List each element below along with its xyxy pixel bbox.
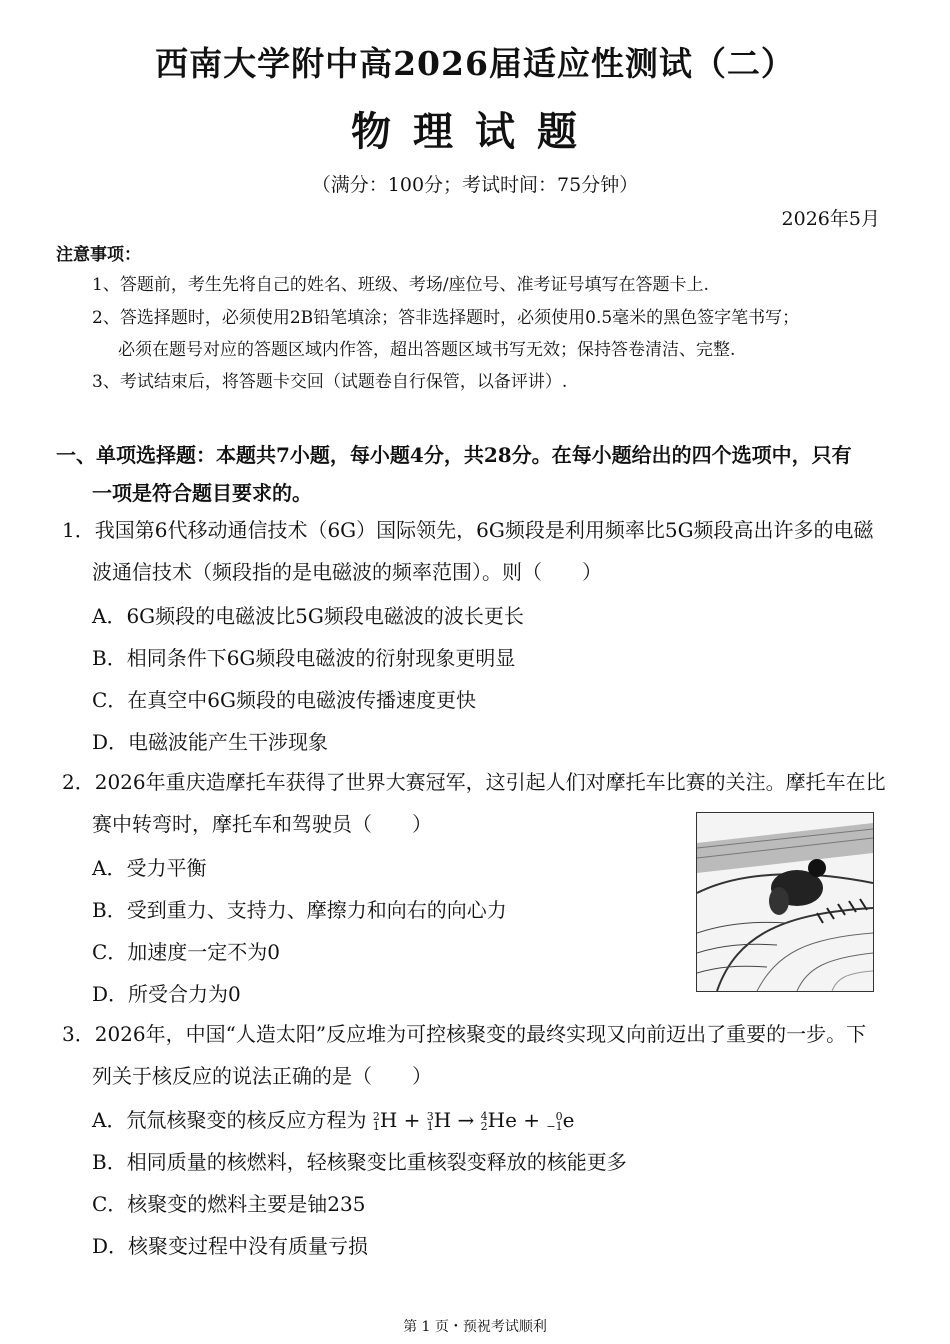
question-2-stem-cont: 赛中转弯时，摩托车和驾驶员（ ） bbox=[92, 812, 432, 836]
question-1-option-d: D．电磁波能产生干涉现象 bbox=[92, 730, 329, 754]
question-1-option-b: B．相同条件下6G频段电磁波的衍射现象更明显 bbox=[92, 646, 516, 670]
question-1-option-c: C．在真空中6G频段的电磁波传播速度更快 bbox=[92, 688, 477, 712]
question-1-stem: 1．我国第6代移动通信技术（6G）国际领先，6G频段是利用频率比5G频段高出许多的电磁 bbox=[62, 518, 874, 542]
subject-title: 物理试题 bbox=[351, 108, 599, 155]
question-2-stem: 2．2026年重庆造摩托车获得了世界大赛冠军，这引起人们对摩托车比赛的关注。摩托车在比 bbox=[62, 770, 886, 794]
notice-item: 2、答选择题时，必须使用2B铅笔填涂；答非选择题时，必须使用0.5毫米的黑色签字笔书写； bbox=[92, 308, 800, 328]
question-3-stem: 3．2026年，中国“人造太阳”反应堆为可控核聚变的最终实现又向前迈出了重要的一步。下 bbox=[62, 1022, 867, 1046]
question-3-option-c: C．核聚变的燃料主要是铀235 bbox=[92, 1192, 366, 1216]
question-2-option-b: B．受到重力、支持力、摩擦力和向右的向心力 bbox=[92, 898, 507, 922]
motorcycle-illustration bbox=[696, 812, 874, 992]
question-1-stem-cont: 波通信技术（频段指的是电磁波的频率范围）。则（ ） bbox=[92, 560, 602, 584]
question-2-option-d: D．所受合力为0 bbox=[92, 982, 241, 1006]
question-2-option-a: A．受力平衡 bbox=[92, 856, 207, 880]
question-3-option-b: B．相同质量的核燃料，轻核聚变比重核裂变释放的核能更多 bbox=[92, 1150, 627, 1174]
exam-date: 2026年5月 bbox=[781, 208, 880, 230]
notice-item: 1、答题前，考生先将自己的姓名、班级、考场/座位号、准考证号填写在答题卡上. bbox=[92, 275, 709, 295]
exam-title: 西南大学附中高2026届适应性测试（二） bbox=[155, 44, 795, 83]
section-heading-cont: 一项是符合题目要求的。 bbox=[92, 481, 312, 505]
motorcycle-drawing bbox=[697, 813, 873, 991]
exam-meta: （满分：100分；考试时间：75分钟） bbox=[311, 174, 639, 196]
question-3-option-a-text: A．氘氚核聚变的核反应方程为 bbox=[92, 1108, 367, 1132]
page-footer: 第 1 页・预祝考试顺利 bbox=[403, 1319, 547, 1335]
nuclear-equation: 2 1H + 3 1H → 4 2He + 0 −1e bbox=[372, 1108, 575, 1133]
notice-item: 必须在题号对应的答题区域内作答，超出答题区域书写无效；保持答卷清洁、完整. bbox=[118, 340, 736, 360]
notice-title: 注意事项： bbox=[56, 245, 141, 265]
question-2-option-c: C．加速度一定不为0 bbox=[92, 940, 281, 964]
section-heading: 一、单项选择题：本题共7小题，每小题4分，共28分。在每小题给出的四个选项中，只有 bbox=[56, 443, 852, 467]
question-3-option-d: D．核聚变过程中没有质量亏损 bbox=[92, 1234, 369, 1258]
question-3-option-a bbox=[92, 1104, 574, 1133]
question-1-option-a: A．6G频段的电磁波比5G频段电磁波的波长更长 bbox=[92, 604, 524, 628]
question-3-stem-cont: 列关于核反应的说法正确的是（ ） bbox=[92, 1064, 432, 1088]
notice-item: 3、考试结束后，将答题卡交回（试题卷自行保管，以备评讲）. bbox=[92, 372, 568, 392]
